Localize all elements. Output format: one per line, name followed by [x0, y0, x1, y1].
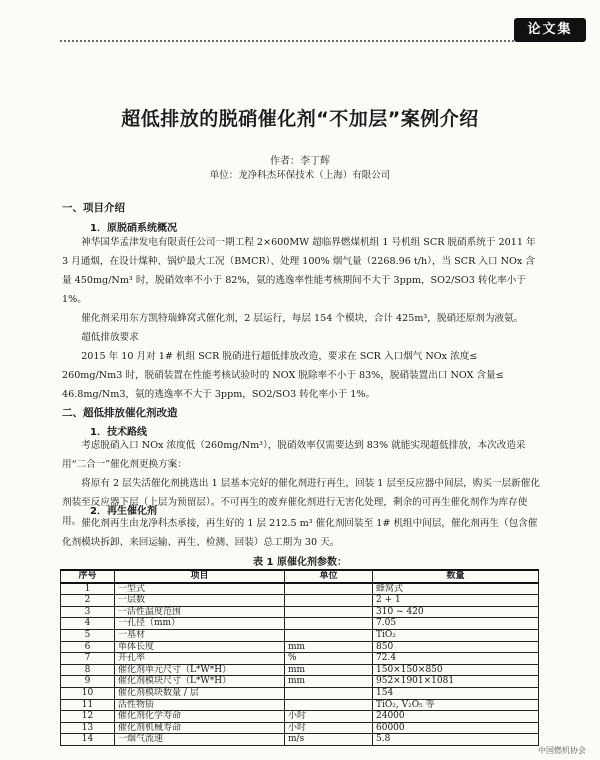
- table-cell: 60000: [373, 722, 539, 734]
- table-cell: 3: [61, 606, 115, 618]
- section-tag: 论文集: [514, 18, 586, 42]
- table-row: [61, 722, 539, 734]
- table-row: [61, 676, 539, 688]
- table-cell: 小时: [285, 711, 373, 723]
- table-cell: 6: [61, 641, 115, 653]
- table-row: [61, 629, 539, 641]
- table-cell: 催化剂单元尺寸（L*W*H）: [115, 664, 285, 676]
- table-cell: 72.4: [373, 653, 539, 665]
- table-cell: 850: [373, 641, 539, 653]
- table-cell: [285, 583, 373, 595]
- table-row: [61, 711, 539, 723]
- section-2-2-body: [62, 514, 540, 552]
- table-cell: mm: [285, 664, 373, 676]
- article-affiliation: 单位：龙净科杰环保技术（上海）有限公司: [209, 170, 391, 181]
- table-cell: 催化剂化学寿命: [115, 711, 285, 723]
- catalyst-parameter-table: [60, 569, 539, 746]
- table-cell: 310 ~ 420: [373, 606, 539, 618]
- table-cell: [285, 699, 373, 711]
- table-row: [61, 687, 539, 699]
- section-heading-1: 一、项目介绍: [62, 202, 125, 214]
- article-title: 超低排放的脱硝催化剂“不加层”案例介绍: [121, 108, 479, 130]
- subsection-heading-1-1: 1．原脱硝系统概况: [90, 223, 177, 234]
- paragraph: 2015 年 10 月对 1# 机组 SCR 脱硝进行超低排放改造，要求在 SCR 入口烟气 NOx 浓度≤ 260mg/Nm3 时，脱硝装置在性能考核试验时的 NOX 脱除率不小于 83%，脱硝装置出口 NOX 含量≤ 46.8mg/Nm3，氨的逃逸率不大于 3ppm，SO2/SO3 转化率小于 1%。: [62, 351, 504, 400]
- section-heading-2: 二、超低排放催化剂改造: [62, 407, 178, 419]
- subsection-heading-2-1: 1．技术路线: [90, 427, 147, 438]
- table-cell: [285, 687, 373, 699]
- table-cell: 13: [61, 722, 115, 734]
- table-cell: 10: [61, 687, 115, 699]
- column-header: 数量: [373, 570, 539, 583]
- paragraph: 神华国华孟津发电有限责任公司一期工程 2×600MW 超临界燃煤机组 1 号机组 SCR 脱硝系统于 2011 年 3 月通烟，在设计煤种、锅炉最大工况（BMCR）、处理 100% 烟气量（2268.96 t/h），当 SCR 入口 NOx 含量 450mg/Nm³ 时，脱硝效率不小于 82%，氨的逃逸率性能考核期间不大于 3ppm，SO2/SO3 转化率小于 1%。: [62, 237, 536, 305]
- table-row: [61, 664, 539, 676]
- table-cell: 5: [61, 629, 115, 641]
- table-cell: 12: [61, 711, 115, 723]
- table-cell: 一型式: [115, 583, 285, 595]
- table-row: [61, 699, 539, 711]
- table-header-row: [61, 570, 539, 583]
- table-cell: [285, 595, 373, 607]
- paragraph: 超低排放要求: [81, 332, 139, 343]
- table-row: [61, 595, 539, 607]
- table-cell: mm: [285, 641, 373, 653]
- table-row: [61, 618, 539, 630]
- paragraph: 考虑脱硝入口 NOx 浓度低（260mg/Nm³），脱硝效率仅需要达到 83% 就能实现超低排放，本次改造采用“二合一”催化剂更换方案：: [62, 440, 526, 470]
- table-cell: 一层数: [115, 595, 285, 607]
- column-header: 单位: [285, 570, 373, 583]
- table-cell: 蜂窝式: [373, 583, 539, 595]
- table-row: [61, 583, 539, 595]
- table-cell: 14: [61, 734, 115, 746]
- table-cell: 一基材: [115, 629, 285, 641]
- table-cell: 7: [61, 653, 115, 665]
- table-cell: 开孔率: [115, 653, 285, 665]
- table-cell: m/s: [285, 734, 373, 746]
- table-cell: 5.8: [373, 734, 539, 746]
- table-cell: 1: [61, 583, 115, 595]
- page-footer: 中国燃机协会: [538, 746, 586, 755]
- article-author: 作者：李丁辉: [270, 156, 330, 167]
- table-cell: 4: [61, 618, 115, 630]
- header-rule: [60, 40, 542, 42]
- table-cell: 150×150×850: [373, 664, 539, 676]
- paragraph: 催化剂采用东方凯特瑞蜂窝式催化剂，2 层运行，每层 154 个模块，合计 425m³，脱硝还原剂为液氨。: [81, 313, 524, 324]
- table-cell: [285, 629, 373, 641]
- table-cell: 8: [61, 664, 115, 676]
- table-cell: 7.05: [373, 618, 539, 630]
- table-cell: 催化剂模块尺寸（L*W*H）: [115, 676, 285, 688]
- table-row: [61, 641, 539, 653]
- table-cell: mm: [285, 676, 373, 688]
- table-cell: 小时: [285, 722, 373, 734]
- table-cell: 9: [61, 676, 115, 688]
- table-cell: 2: [61, 595, 115, 607]
- table-row: [61, 606, 539, 618]
- table-cell: 活性物质: [115, 699, 285, 711]
- table-cell: TiO₂: [373, 629, 539, 641]
- paragraph: 催化剂再生由龙净科杰承接，再生好的 1 层 212.5 m³ 催化剂回装至 1# 机组中间层，催化剂再生（包含催化剂模块拆卸、来回运输、再生、检测、回装）总工期为 30 天。: [62, 518, 538, 548]
- table-cell: [285, 606, 373, 618]
- table-cell: 952×1901×1081: [373, 676, 539, 688]
- table-row: [61, 734, 539, 746]
- table-cell: 一烟气流速: [115, 734, 285, 746]
- column-header: 项目: [115, 570, 285, 583]
- table-cell: %: [285, 653, 373, 665]
- table-cell: TiO₂, V₂O₅ 等: [373, 699, 539, 711]
- table-cell: [285, 618, 373, 630]
- table-cell: 2 + 1: [373, 595, 539, 607]
- table-row: [61, 653, 539, 665]
- table-cell: 催化剂机械寿命: [115, 722, 285, 734]
- paragraph: 将原有 2 层失活催化剂挑选出 1 层基本完好的催化剂进行再生，回装 1 层至反应器中间层，购买一层新催化剂装至反应器下层（上层为预留层）。不可再生的废弃催化剂进行无害化处理，剩余的可再生催化剂作为库存使用。: [62, 478, 540, 527]
- table-cell: 154: [373, 687, 539, 699]
- table-caption: 表 1 原催化剂参数：: [253, 557, 347, 568]
- table-cell: 单体长度: [115, 641, 285, 653]
- table-cell: 24000: [373, 711, 539, 723]
- section-1-body: [62, 233, 540, 404]
- subsection-heading-2-2: 2．再生催化剂: [90, 506, 157, 517]
- table-cell: 一孔径（mm）: [115, 618, 285, 630]
- column-header: 序号: [61, 570, 115, 583]
- table-cell: 11: [61, 699, 115, 711]
- table-cell: 一活性温度范围: [115, 606, 285, 618]
- table-cell: 催化剂模块数量 / 层: [115, 687, 285, 699]
